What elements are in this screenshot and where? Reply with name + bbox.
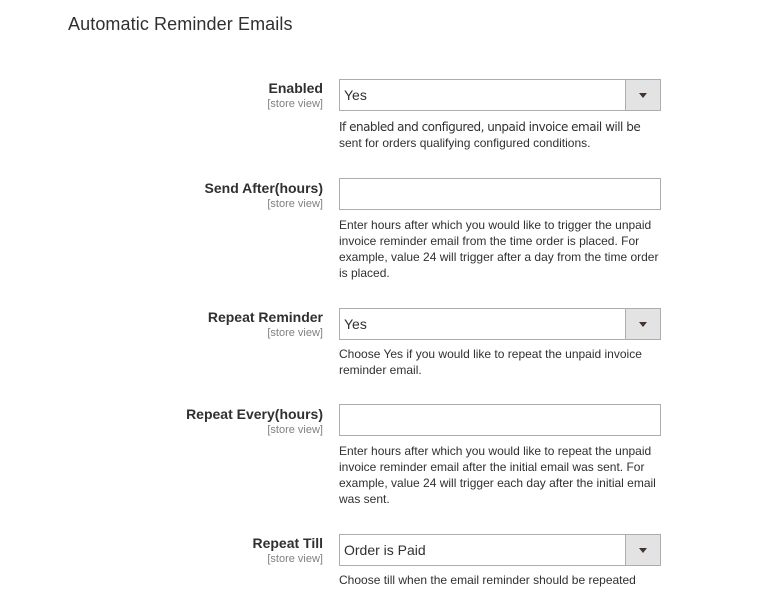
enabled-select-value: Yes bbox=[344, 87, 367, 103]
repeat-till-select[interactable] bbox=[339, 534, 661, 566]
repeat-reminder-note: Choose Yes if you would like to repeat the unpaid invoice reminder email. bbox=[339, 347, 642, 377]
enabled-label-block bbox=[267, 80, 323, 111]
repeat-reminder-select[interactable] bbox=[339, 308, 661, 340]
repeat-reminder-label-block bbox=[208, 309, 323, 340]
repeat-every-label-block bbox=[186, 406, 323, 437]
enabled-note bbox=[339, 119, 664, 151]
enabled-scope: [store view] bbox=[267, 98, 323, 110]
section-title: Automatic Reminder Emails bbox=[68, 14, 293, 34]
chevron-down-icon bbox=[639, 93, 647, 98]
repeat-reminder-select-value: Yes bbox=[344, 316, 367, 332]
repeat-every-label: Repeat Every(hours) bbox=[186, 406, 323, 422]
enabled-note-line1: If enabled and configured, unpaid invoice email will be bbox=[339, 120, 641, 134]
repeat-reminder-scope: [store view] bbox=[267, 327, 323, 339]
chevron-down-icon bbox=[639, 548, 647, 553]
repeat-till-note: Choose till when the email reminder should be repeated bbox=[339, 573, 636, 587]
send-after-note: Enter hours after which you would like to trigger the unpaid invoice reminder email from the time order is placed. For example, value 24 will trigger after a day from the time order is placed. bbox=[339, 218, 659, 280]
repeat-till-scope: [store view] bbox=[267, 553, 323, 565]
chevron-down-icon bbox=[639, 322, 647, 327]
repeat-every-note: Enter hours after which you would like to repeat the unpaid invoice reminder email after the initial email was sent. For example, value 24 will trigger each day after the initial email was sent. bbox=[339, 444, 656, 506]
send-after-label-block bbox=[205, 180, 323, 211]
enabled-select[interactable] bbox=[339, 79, 661, 111]
repeat-till-select-value: Order is Paid bbox=[344, 542, 426, 558]
repeat-every-input[interactable] bbox=[339, 404, 661, 436]
repeat-reminder-select-arrow[interactable] bbox=[625, 309, 660, 339]
repeat-till-label-block bbox=[252, 535, 323, 566]
send-after-label: Send After(hours) bbox=[204, 180, 323, 196]
enabled-label: Enabled bbox=[268, 80, 323, 96]
repeat-every-scope: [store view] bbox=[267, 424, 323, 436]
send-after-input[interactable] bbox=[339, 178, 661, 210]
repeat-reminder-label: Repeat Reminder bbox=[207, 309, 323, 325]
enabled-select-arrow[interactable] bbox=[625, 80, 660, 110]
send-after-scope: [store view] bbox=[267, 198, 323, 210]
repeat-till-select-arrow[interactable] bbox=[625, 535, 660, 565]
enabled-note-line2: sent for orders qualifying configured conditions. bbox=[339, 136, 591, 150]
repeat-till-label: Repeat Till bbox=[252, 535, 323, 551]
